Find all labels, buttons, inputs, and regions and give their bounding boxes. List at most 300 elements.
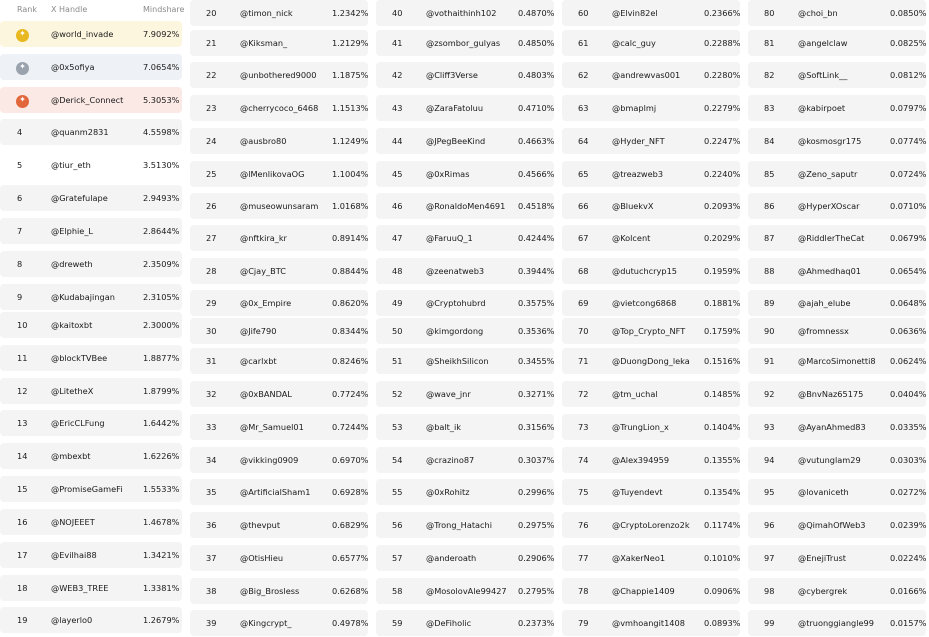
handle-link[interactable]: @Ahmedhaq01 xyxy=(798,266,862,276)
rank-cell: 28 xyxy=(206,266,217,276)
handle-link[interactable]: @ausbro80 xyxy=(240,136,287,146)
table-row[interactable] xyxy=(376,193,554,219)
handle-link[interactable]: @unbothered9000 xyxy=(240,70,317,80)
table-row[interactable] xyxy=(376,318,554,344)
table-row[interactable] xyxy=(190,479,368,505)
table-row[interactable] xyxy=(0,21,182,47)
mindshare-cell: 0.1881% xyxy=(704,298,741,308)
rank-cell: 27 xyxy=(206,233,217,243)
handle-link[interactable]: @ajah_elube xyxy=(798,298,851,308)
rank-cell: 64 xyxy=(578,136,589,146)
mindshare-cell: 0.6970% xyxy=(332,455,369,465)
mindshare-cell: 0.8620% xyxy=(332,298,369,308)
handle-link[interactable]: @TrungLion_x xyxy=(612,422,669,432)
mindshare-cell: 2.3105% xyxy=(143,292,180,302)
handle-link[interactable]: @nftkira_kr xyxy=(240,233,287,243)
mindshare-cell: 0.3271% xyxy=(518,389,555,399)
table-row[interactable] xyxy=(562,414,740,440)
table-row[interactable] xyxy=(748,545,926,571)
handle-link[interactable]: @Cliff3Verse xyxy=(426,70,478,80)
mindshare-cell: 4.5598% xyxy=(143,127,180,137)
handle-link[interactable]: @crazino87 xyxy=(426,455,475,465)
table-row[interactable] xyxy=(376,95,554,121)
table-row[interactable] xyxy=(0,152,182,178)
handle-link[interactable]: @NOJEEET xyxy=(51,517,95,527)
rank-cell: 31 xyxy=(206,356,217,366)
mindshare-cell: 0.7724% xyxy=(332,389,369,399)
handle-link[interactable]: @EnejiTrust xyxy=(798,553,846,563)
handle-link[interactable]: @AyanAhmed83 xyxy=(798,422,866,432)
table-row[interactable] xyxy=(0,378,182,404)
table-row[interactable] xyxy=(376,348,554,374)
handle-link[interactable]: @blockTVBee xyxy=(51,353,108,363)
rank-cell: 17 xyxy=(17,550,28,560)
table-row[interactable] xyxy=(190,545,368,571)
handle-link[interactable]: @Alex394959 xyxy=(612,455,670,465)
rank-cell: 49 xyxy=(392,298,403,308)
mindshare-cell: 1.1004% xyxy=(332,169,369,179)
rank-cell: 90 xyxy=(764,326,775,336)
rank-cell: 68 xyxy=(578,266,589,276)
handle-link[interactable]: @0xRimas xyxy=(426,169,470,179)
bronze-medal-icon: ✦ xyxy=(16,95,29,108)
rank-cell: 48 xyxy=(392,266,403,276)
mindshare-cell: 0.1354% xyxy=(704,487,741,497)
rank-cell: 52 xyxy=(392,389,403,399)
table-header xyxy=(0,0,185,20)
handle-link[interactable]: @Tuyendevt xyxy=(612,487,663,497)
handle-link[interactable]: @MosolovAle99427 xyxy=(426,586,507,596)
handle-link[interactable]: @tiur_eth xyxy=(51,160,91,170)
handle-link[interactable]: @lMenlikovaOG xyxy=(240,169,305,179)
table-row[interactable] xyxy=(190,414,368,440)
table-row[interactable] xyxy=(562,193,740,219)
handle-link[interactable]: @MarcoSimonetti8 xyxy=(798,356,876,366)
handle-link[interactable]: @zeenatweb3 xyxy=(426,266,485,276)
table-row[interactable] xyxy=(190,62,368,88)
table-row[interactable] xyxy=(562,128,740,154)
table-row[interactable] xyxy=(190,30,368,56)
table-row[interactable] xyxy=(0,312,182,338)
handle-link[interactable]: @vutunglam29 xyxy=(798,455,861,465)
table-row[interactable] xyxy=(748,193,926,219)
mindshare-cell: 0.4803% xyxy=(518,70,555,80)
rank-cell: 21 xyxy=(206,38,217,48)
table-row[interactable] xyxy=(0,345,182,371)
table-row[interactable] xyxy=(190,258,368,284)
mindshare-cell: 0.1355% xyxy=(704,455,741,465)
handle-link[interactable]: @vothaithinh102 xyxy=(426,8,497,18)
table-row[interactable] xyxy=(190,610,368,636)
handle-link[interactable]: @BnvNaz65175 xyxy=(798,389,864,399)
mindshare-cell: 0.8246% xyxy=(332,356,369,366)
rank-cell: 93 xyxy=(764,422,775,432)
rank-cell: 30 xyxy=(206,326,217,336)
mindshare-cell: 0.1516% xyxy=(704,356,741,366)
table-row[interactable] xyxy=(0,607,182,633)
handle-link[interactable]: @kaitoxbt xyxy=(51,320,93,330)
table-row[interactable] xyxy=(190,447,368,473)
handle-link[interactable]: @kabirpoet xyxy=(798,103,846,113)
table-row[interactable] xyxy=(376,30,554,56)
mindshare-cell: 0.1404% xyxy=(704,422,741,432)
table-row[interactable] xyxy=(0,443,182,469)
table-row[interactable] xyxy=(562,95,740,121)
rank-cell: 66 xyxy=(578,201,589,211)
mindshare-cell: 0.0654% xyxy=(890,266,927,276)
table-row[interactable] xyxy=(190,161,368,187)
handle-link[interactable]: @vmhoangit1408 xyxy=(612,618,685,628)
table-row[interactable] xyxy=(562,225,740,251)
table-row[interactable] xyxy=(376,62,554,88)
table-row[interactable] xyxy=(376,578,554,604)
table-row[interactable] xyxy=(190,512,368,538)
handle-link[interactable]: @thevput xyxy=(240,520,281,530)
table-row[interactable] xyxy=(748,447,926,473)
mindshare-cell: 0.2093% xyxy=(704,201,741,211)
table-row[interactable] xyxy=(562,610,740,636)
handle-link[interactable]: @angelclaw xyxy=(798,38,848,48)
handle-link[interactable]: @DeFiholic xyxy=(426,618,472,628)
table-row[interactable] xyxy=(190,95,368,121)
table-row[interactable] xyxy=(748,30,926,56)
mindshare-cell: 0.0774% xyxy=(890,136,927,146)
rank-cell: 34 xyxy=(206,455,217,465)
table-row[interactable] xyxy=(748,95,926,121)
table-row[interactable] xyxy=(190,193,368,219)
handle-link[interactable]: @anderoath xyxy=(426,553,477,563)
table-row[interactable] xyxy=(376,610,554,636)
rank-cell: 83 xyxy=(764,103,775,113)
mindshare-cell: 0.1174% xyxy=(704,520,741,530)
mindshare-cell: 0.1010% xyxy=(704,553,741,563)
rank-cell: 60 xyxy=(578,8,589,18)
mindshare-cell: 0.2795% xyxy=(518,586,555,596)
rank-cell: 57 xyxy=(392,553,403,563)
table-row[interactable] xyxy=(0,542,182,568)
handle-link[interactable]: @Evilhai88 xyxy=(51,550,97,560)
handle-link[interactable]: @truonggiangle99 xyxy=(798,618,874,628)
handle-link[interactable]: @WEB3_TREE xyxy=(51,583,109,593)
rank-cell: 62 xyxy=(578,70,589,80)
mindshare-cell: 1.2342% xyxy=(332,8,369,18)
handle-link[interactable]: @0x5ofiya xyxy=(51,62,95,72)
rank-cell: 11 xyxy=(17,353,28,363)
handle-link[interactable]: @RonaldoMen4691 xyxy=(426,201,506,211)
rank-cell: 40 xyxy=(392,8,403,18)
rank-cell: 43 xyxy=(392,103,403,113)
handle-link[interactable]: @DuongDong_leka xyxy=(612,356,690,366)
rank-cell: 74 xyxy=(578,455,589,465)
handle-link[interactable]: @Cryptohubrd xyxy=(426,298,486,308)
rank-cell: 97 xyxy=(764,553,775,563)
handle-link[interactable]: @Zeno_saputr xyxy=(798,169,858,179)
handle-link[interactable]: @Cjay_BTC xyxy=(240,266,286,276)
table-row[interactable] xyxy=(190,348,368,374)
handle-link[interactable]: @vietcong6868 xyxy=(612,298,677,308)
mindshare-cell: 0.3037% xyxy=(518,455,555,465)
rank-cell: 61 xyxy=(578,38,589,48)
rank-cell: 53 xyxy=(392,422,403,432)
handle-link[interactable]: @mbexbt xyxy=(51,451,91,461)
table-row[interactable] xyxy=(190,0,368,26)
handle-link[interactable]: @fromnessx xyxy=(798,326,849,336)
table-row[interactable] xyxy=(562,290,740,316)
table-row[interactable] xyxy=(376,447,554,473)
rank-cell: 75 xyxy=(578,487,589,497)
table-row[interactable] xyxy=(748,290,926,316)
table-row[interactable] xyxy=(0,119,182,145)
table-row[interactable] xyxy=(190,578,368,604)
table-row[interactable] xyxy=(376,0,554,26)
table-row[interactable] xyxy=(748,479,926,505)
handle-link[interactable]: @PromiseGameFi xyxy=(51,484,123,494)
rank-cell: 73 xyxy=(578,422,589,432)
table-row[interactable] xyxy=(748,62,926,88)
table-row[interactable] xyxy=(562,161,740,187)
handle-link[interactable]: @kimgordong xyxy=(426,326,484,336)
handle-link[interactable]: @Chappie1409 xyxy=(612,586,675,596)
handle-link[interactable]: @Big_Brosless xyxy=(240,586,300,596)
handle-link[interactable]: @Trong_Hatachi xyxy=(426,520,493,530)
handle-link[interactable]: @museowunsaram xyxy=(240,201,319,211)
table-row[interactable] xyxy=(0,54,182,80)
mindshare-cell: 0.0224% xyxy=(890,553,927,563)
handle-link[interactable]: @Elvin82el xyxy=(612,8,658,18)
handle-link[interactable]: @tm_uchal xyxy=(612,389,658,399)
table-row[interactable] xyxy=(0,410,182,436)
table-row[interactable] xyxy=(748,128,926,154)
mindshare-cell: 2.8644% xyxy=(143,226,180,236)
rank-cell: 20 xyxy=(206,8,217,18)
handle-link[interactable]: @SoftLink__ xyxy=(798,70,848,80)
handle-link[interactable]: @Gratefulape xyxy=(51,193,108,203)
table-row[interactable] xyxy=(562,578,740,604)
rank-cell: 91 xyxy=(764,356,775,366)
handle-header: X Handle xyxy=(51,5,88,14)
mindshare-cell: 7.9092% xyxy=(143,29,180,39)
handle-link[interactable]: @world_invade xyxy=(51,29,114,39)
table-row[interactable] xyxy=(562,258,740,284)
rank-header: Rank xyxy=(17,5,37,14)
table-row[interactable] xyxy=(0,218,182,244)
table-row[interactable] xyxy=(748,348,926,374)
mindshare-cell: 7.0654% xyxy=(143,62,180,72)
table-row[interactable] xyxy=(190,290,368,316)
rank-cell: 59 xyxy=(392,618,403,628)
handle-link[interactable]: @bmaplmj xyxy=(612,103,657,113)
mindshare-cell: 0.0239% xyxy=(890,520,927,530)
rank-cell: 7 xyxy=(17,226,23,236)
handle-link[interactable]: @Hyder_NFT xyxy=(612,136,665,146)
mindshare-cell: 0.4518% xyxy=(518,201,555,211)
table-row[interactable] xyxy=(562,348,740,374)
table-row[interactable] xyxy=(190,128,368,154)
rank-cell: 44 xyxy=(392,136,403,146)
mindshare-cell: 0.0797% xyxy=(890,103,927,113)
table-row[interactable] xyxy=(0,509,182,535)
table-row[interactable] xyxy=(376,414,554,440)
handle-link[interactable]: @kosmosgr175 xyxy=(798,136,862,146)
handle-link[interactable]: @ZaraFatoluu xyxy=(426,103,484,113)
table-row[interactable] xyxy=(748,0,926,26)
table-row[interactable] xyxy=(376,128,554,154)
handle-link[interactable]: @OtisHieu xyxy=(240,553,284,563)
table-row[interactable] xyxy=(376,225,554,251)
handle-link[interactable]: @Mr_Samuel01 xyxy=(240,422,304,432)
rank-cell: 35 xyxy=(206,487,217,497)
table-row[interactable] xyxy=(562,479,740,505)
mindshare-cell: 0.4870% xyxy=(518,8,555,18)
handle-link[interactable]: @calc_guy xyxy=(612,38,656,48)
handle-link[interactable]: @Jife790 xyxy=(240,326,277,336)
rank-cell: 55 xyxy=(392,487,403,497)
rank-cell: 81 xyxy=(764,38,775,48)
table-row[interactable] xyxy=(376,512,554,538)
handle-link[interactable]: @vikking0909 xyxy=(240,455,299,465)
table-row[interactable] xyxy=(562,512,740,538)
rank-cell: 58 xyxy=(392,586,403,596)
handle-link[interactable]: @CryptoLorenzo2k xyxy=(612,520,690,530)
table-row[interactable] xyxy=(562,545,740,571)
table-row[interactable] xyxy=(748,512,926,538)
mindshare-cell: 0.0825% xyxy=(890,38,927,48)
table-row[interactable] xyxy=(0,185,182,211)
handle-link[interactable]: @XakerNeo1 xyxy=(612,553,666,563)
mindshare-cell: 1.2679% xyxy=(143,615,180,625)
handle-link[interactable]: @0x_Empire xyxy=(240,298,292,308)
table-row[interactable] xyxy=(748,610,926,636)
table-row[interactable] xyxy=(562,381,740,407)
rank-cell: 71 xyxy=(578,356,589,366)
handle-link[interactable]: @dreweth xyxy=(51,259,93,269)
table-row[interactable] xyxy=(562,318,740,344)
rank-cell: 24 xyxy=(206,136,217,146)
table-row[interactable] xyxy=(0,476,182,502)
table-row[interactable] xyxy=(0,284,182,310)
handle-link[interactable]: @choi_bn xyxy=(798,8,838,18)
handle-link[interactable]: @Kiksman_ xyxy=(240,38,288,48)
rank-cell: 45 xyxy=(392,169,403,179)
handle-link[interactable]: @QimahOfWeb3 xyxy=(798,520,866,530)
table-row[interactable] xyxy=(562,447,740,473)
handle-link[interactable]: @carlxbt xyxy=(240,356,277,366)
table-row[interactable] xyxy=(376,545,554,571)
handle-link[interactable]: @HyperXOscar xyxy=(798,201,860,211)
rank-cell: 99 xyxy=(764,618,775,628)
table-row[interactable] xyxy=(748,381,926,407)
mindshare-cell: 0.3455% xyxy=(518,356,555,366)
handle-link[interactable]: @0xRohitz xyxy=(426,487,470,497)
mindshare-cell: 1.3381% xyxy=(143,583,180,593)
table-row[interactable] xyxy=(376,381,554,407)
handle-link[interactable]: @Kudabajingan xyxy=(51,292,115,302)
handle-link[interactable]: @andrewvas001 xyxy=(612,70,681,80)
handle-link[interactable]: @ArtificialSham1 xyxy=(240,487,311,497)
handle-link[interactable]: @lovaniceth xyxy=(798,487,849,497)
handle-link[interactable]: @treazweb3 xyxy=(612,169,664,179)
handle-link[interactable]: @Elphie_L xyxy=(51,226,93,236)
table-row[interactable] xyxy=(748,318,926,344)
handle-link[interactable]: @Derick_Connect xyxy=(51,95,124,105)
handle-link[interactable]: @Kingcrypt_ xyxy=(240,618,292,628)
table-row[interactable] xyxy=(376,290,554,316)
table-row[interactable] xyxy=(748,414,926,440)
handle-link[interactable]: @quanm2831 xyxy=(51,127,109,137)
table-row[interactable] xyxy=(190,225,368,251)
mindshare-cell: 2.3000% xyxy=(143,320,180,330)
rank-cell: 65 xyxy=(578,169,589,179)
rank-cell: 38 xyxy=(206,586,217,596)
table-row[interactable] xyxy=(562,0,740,26)
mindshare-cell: 0.3575% xyxy=(518,298,555,308)
handle-link[interactable]: @cherrycoco_6468 xyxy=(240,103,319,113)
rank-cell: 15 xyxy=(17,484,28,494)
mindshare-cell: 1.5533% xyxy=(143,484,180,494)
table-row[interactable] xyxy=(562,62,740,88)
table-row[interactable] xyxy=(0,251,182,277)
table-row[interactable] xyxy=(748,161,926,187)
handle-link[interactable]: @0xBANDAL xyxy=(240,389,292,399)
handle-link[interactable]: @SheikhSilicon xyxy=(426,356,489,366)
mindshare-cell: 0.2996% xyxy=(518,487,555,497)
rank-cell: 95 xyxy=(764,487,775,497)
rank-cell: 92 xyxy=(764,389,775,399)
mindshare-cell: 1.3421% xyxy=(143,550,180,560)
table-row[interactable] xyxy=(0,87,182,113)
table-row[interactable] xyxy=(190,381,368,407)
mindshare-cell: 1.1875% xyxy=(332,70,369,80)
handle-link[interactable]: @LitetheX xyxy=(51,386,94,396)
mindshare-cell: 0.2279% xyxy=(704,103,741,113)
handle-link[interactable]: @balt_ik xyxy=(426,422,461,432)
mindshare-cell: 0.0710% xyxy=(890,201,927,211)
handle-link[interactable]: @layerlo0 xyxy=(51,615,93,625)
handle-link[interactable]: @zsombor_gulyas xyxy=(426,38,501,48)
table-row[interactable] xyxy=(748,225,926,251)
mindshare-cell: 0.0335% xyxy=(890,422,927,432)
table-row[interactable] xyxy=(562,30,740,56)
mindshare-cell: 0.4663% xyxy=(518,136,555,146)
handle-link[interactable]: @timon_nick xyxy=(240,8,293,18)
rank-cell: 36 xyxy=(206,520,217,530)
handle-link[interactable]: @BluekvX xyxy=(612,201,654,211)
mindshare-cell: 0.0679% xyxy=(890,233,927,243)
rank-cell: 19 xyxy=(17,615,28,625)
handle-link[interactable]: @EricCLFung xyxy=(51,418,105,428)
silver-medal-icon: ✦ xyxy=(16,62,29,75)
mindshare-cell: 0.2906% xyxy=(518,553,555,563)
rank-cell: 88 xyxy=(764,266,775,276)
table-row[interactable] xyxy=(748,578,926,604)
table-row[interactable] xyxy=(748,258,926,284)
handle-link[interactable]: @cybergrek xyxy=(798,586,848,596)
mindshare-cell: 0.6829% xyxy=(332,520,369,530)
handle-link[interactable]: @FaruuQ_1 xyxy=(426,233,473,243)
handle-link[interactable]: @RiddlerTheCat xyxy=(798,233,865,243)
table-row[interactable] xyxy=(376,161,554,187)
handle-link[interactable]: @JPegBeeKind xyxy=(426,136,486,146)
handle-link[interactable]: @dutuchcryp15 xyxy=(612,266,677,276)
table-row[interactable] xyxy=(376,479,554,505)
table-row[interactable] xyxy=(190,318,368,344)
handle-link[interactable]: @wave_jnr xyxy=(426,389,471,399)
handle-link[interactable]: @Top_Crypto_NFT xyxy=(612,326,686,336)
table-row[interactable] xyxy=(376,258,554,284)
table-row[interactable] xyxy=(0,575,182,601)
mindshare-header: Mindshare xyxy=(143,5,185,14)
handle-link[interactable]: @Kolcent xyxy=(612,233,651,243)
